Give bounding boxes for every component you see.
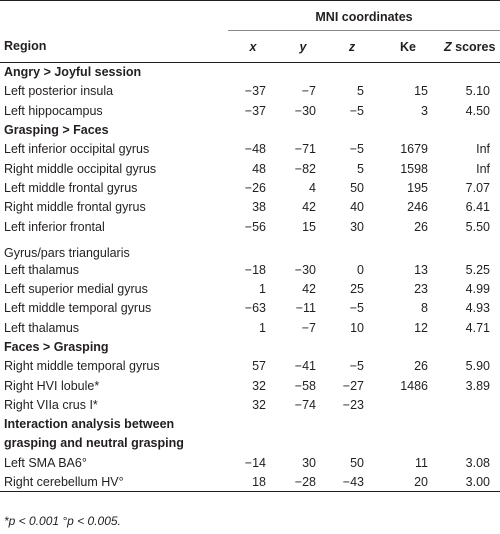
region-cell: Right cerebellum HV° — [0, 472, 228, 491]
z-score-cell: 7.07 — [465, 180, 491, 195]
region-cell: Left inferior frontal — [4, 219, 105, 234]
region-column-header: Region — [0, 31, 228, 63]
z-scores-label-rest: scores — [451, 39, 496, 54]
x-cell: −14 — [244, 455, 266, 470]
header-empty-cell — [0, 1, 228, 31]
y-cell: 4 — [309, 180, 316, 195]
x-cell: 32 — [252, 397, 266, 412]
x-cell: 38 — [252, 200, 266, 215]
ke-cell: 12 — [414, 320, 428, 335]
z-scores-column-header — [440, 31, 500, 63]
table-row — [0, 279, 500, 298]
section-heading: Grasping > Faces — [4, 123, 109, 138]
table-body — [0, 63, 500, 492]
z-score-cell: 3.08 — [465, 455, 491, 470]
ke-cell: 1679 — [400, 142, 428, 157]
ke-cell: 1598 — [400, 161, 428, 176]
region-cell: Left thalamus — [4, 320, 80, 335]
z-cell: −5 — [349, 103, 364, 118]
region-cell: Left posterior insula — [4, 84, 114, 99]
z-cell: 0 — [357, 262, 364, 277]
table-row — [0, 318, 500, 337]
y-cell: −41 — [294, 359, 316, 374]
table-row — [0, 357, 500, 376]
section-heading: Angry > Joyful session — [4, 65, 142, 80]
table-row — [0, 198, 500, 217]
z-cell: 50 — [350, 455, 364, 470]
y-cell: −28 — [278, 472, 328, 491]
section-heading: Interaction analysis between — [4, 417, 175, 432]
mni-coordinates-header: MNI coordinates — [228, 1, 500, 31]
ke-cell: 1486 — [400, 378, 428, 393]
x-cell: 32 — [252, 378, 266, 393]
section-heading: grasping and neutral grasping — [4, 436, 184, 451]
x-cell: 18 — [228, 472, 278, 491]
region-cell: Right middle temporal gyrus — [4, 359, 160, 374]
z-cell: 25 — [350, 282, 364, 297]
y-cell: −7 — [301, 320, 316, 335]
ke-cell — [376, 395, 440, 414]
z-cell: 50 — [350, 180, 364, 195]
z-cell: −5 — [349, 359, 364, 374]
z-cell: 30 — [350, 219, 364, 234]
table-row — [0, 101, 500, 120]
section-heading-row — [0, 63, 500, 82]
x-cell: 1 — [259, 282, 266, 297]
z-score-cell: 4.71 — [465, 320, 491, 335]
region-cell: Right middle frontal gyrus — [4, 200, 146, 215]
ke-cell: 8 — [421, 301, 428, 316]
z-score-cell: 5.50 — [465, 219, 491, 234]
z-score-cell: 4.99 — [465, 282, 491, 297]
x-cell: 57 — [252, 359, 266, 374]
x-cell: −56 — [244, 219, 266, 234]
y-cell: −58 — [294, 378, 316, 393]
ke-cell — [376, 236, 440, 260]
z-score-cell — [440, 236, 500, 260]
ke-cell: 15 — [414, 84, 428, 99]
z-cell — [328, 236, 376, 260]
x-cell: −26 — [244, 180, 266, 195]
y-cell: −7 — [301, 84, 316, 99]
section-heading-row — [0, 120, 500, 139]
z-cell: 10 — [350, 320, 364, 335]
table-row — [0, 260, 500, 279]
z-scores-italic-label: Z — [444, 39, 452, 54]
z-score-cell: Inf — [476, 161, 491, 176]
z-cell: −43 — [328, 472, 376, 491]
y-column-header: y — [278, 31, 328, 63]
ke-cell: 26 — [414, 359, 428, 374]
x-cell: 48 — [252, 161, 266, 176]
x-cell: −37 — [244, 84, 266, 99]
z-column-header: z — [328, 31, 376, 63]
section-heading: Faces > Grasping — [4, 340, 109, 354]
section-heading-row — [0, 434, 500, 453]
z-cell: 5 — [357, 161, 364, 176]
x-cell — [228, 236, 278, 260]
z-cell: 40 — [350, 200, 364, 215]
region-cell: Left middle temporal gyrus — [4, 301, 152, 316]
table-row — [0, 395, 500, 414]
z-score-cell: 3.89 — [465, 378, 491, 393]
header-row-columns — [0, 31, 500, 63]
y-cell: −30 — [294, 103, 316, 118]
ke-cell: 23 — [414, 282, 428, 297]
ke-cell: 11 — [415, 455, 428, 470]
y-cell — [278, 236, 328, 260]
region-cell: Right VIIa crus I* — [4, 397, 98, 412]
y-cell: −82 — [294, 161, 316, 176]
z-score-cell: 4.50 — [465, 103, 491, 118]
y-cell: −71 — [294, 142, 316, 157]
z-score-cell: Inf — [476, 142, 491, 157]
table-row — [0, 236, 500, 260]
ke-cell: 195 — [407, 180, 428, 195]
table-row — [0, 82, 500, 101]
region-cell: Left hippocampus — [4, 103, 103, 118]
z-score-cell: 4.93 — [465, 301, 491, 316]
ke-cell: 20 — [376, 472, 440, 491]
table-row — [0, 453, 500, 472]
region-cell: Gyrus/pars triangularis — [4, 246, 130, 261]
z-score-cell: 5.90 — [465, 359, 491, 374]
ke-cell: 13 — [414, 262, 428, 277]
section-heading-row — [0, 415, 500, 434]
z-score-cell — [440, 395, 500, 414]
z-score-cell: 6.41 — [465, 200, 491, 215]
region-cell: Left superior medial gyrus — [4, 282, 148, 297]
x-cell: −37 — [244, 103, 266, 118]
x-column-header: x — [228, 31, 278, 63]
x-cell: 1 — [259, 320, 266, 335]
region-cell: Left inferior occipital gyrus — [4, 142, 150, 157]
region-cell: Right middle occipital gyrus — [4, 161, 157, 176]
z-cell: −5 — [349, 142, 364, 157]
ke-cell: 26 — [414, 219, 428, 234]
y-cell: 42 — [302, 200, 316, 215]
y-cell: 42 — [302, 282, 316, 297]
z-cell: −23 — [342, 397, 364, 412]
z-score-cell: 5.10 — [465, 84, 491, 99]
y-cell: 30 — [302, 455, 316, 470]
table-row — [0, 299, 500, 318]
z-cell: −5 — [349, 301, 364, 316]
table-row — [0, 217, 500, 236]
section-heading-row — [0, 337, 500, 356]
region-cell: Left middle frontal gyrus — [4, 180, 138, 195]
z-score-cell: 5.25 — [465, 262, 491, 277]
table-footnote: *p < 0.001 °p < 0.005. — [4, 514, 121, 528]
y-cell: −11 — [295, 301, 316, 316]
table-row — [0, 472, 500, 491]
table-row — [0, 178, 500, 197]
z-cell: −27 — [342, 378, 364, 393]
region-cell: Left SMA BA6° — [4, 455, 87, 470]
x-cell: −18 — [244, 262, 266, 277]
table-row — [0, 140, 500, 159]
table-row — [0, 376, 500, 395]
y-cell: 15 — [302, 219, 316, 234]
x-cell: −48 — [244, 142, 266, 157]
z-score-cell: 3.00 — [440, 472, 500, 491]
ke-cell: 3 — [421, 103, 428, 118]
y-cell: −30 — [294, 262, 316, 277]
y-cell: −74 — [294, 397, 316, 412]
z-cell: 5 — [357, 84, 364, 99]
region-cell: Left thalamus — [4, 262, 80, 277]
x-cell: −63 — [244, 301, 266, 316]
ke-cell: 246 — [407, 200, 428, 215]
ke-column-header: Ke — [376, 31, 440, 63]
region-cell: Right HVI lobule* — [4, 378, 100, 393]
header-row-group — [0, 1, 500, 31]
table-row — [0, 159, 500, 178]
